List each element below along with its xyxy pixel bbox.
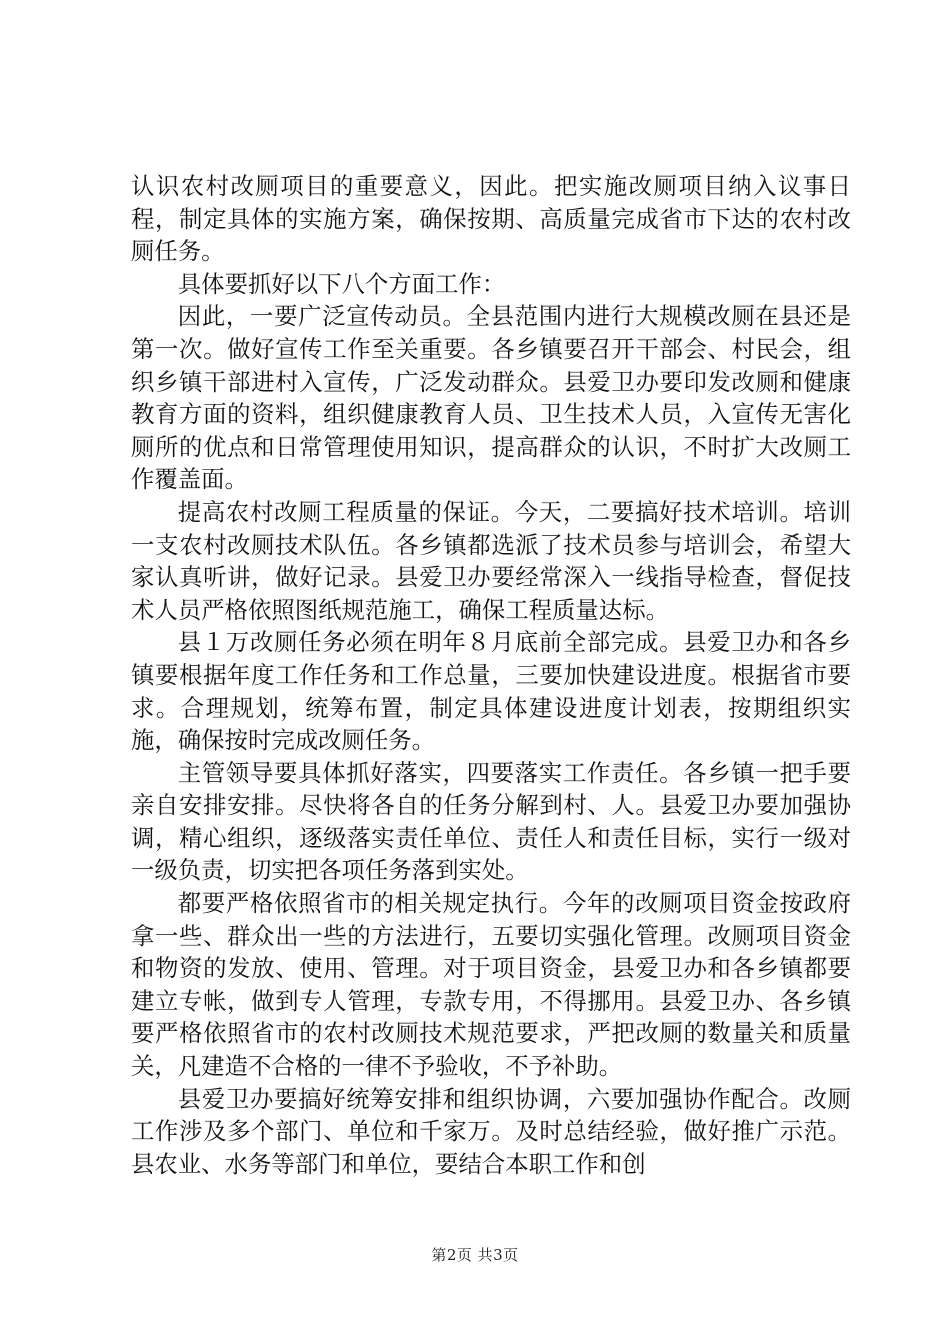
paragraph-5: 县１万改厕任务必须在明年８月底前全部完成。县爱卫办和各乡镇要根据年度工作任务和工作总量，三要加快建设进度。根据省市要求。合理规划，统筹布置，制定具体建设进度计划表，按期组织实施，确保按时完成改厕任务。: [131, 628, 851, 755]
paragraph-1: 认识农村改厕项目的重要意义，因此。把实施改厕项目纳入议事日程，制定具体的实施方案，确保按期、高质量完成省市下达的农村改厕任务。: [131, 172, 851, 266]
page-footer: 第2页 共3页: [431, 1246, 519, 1264]
document-body: [131, 170, 851, 1180]
paragraph-8: 县爱卫办要搞好统筹安排和组织协调，六要加强协作配合。改厕工作涉及多个部门、单位和千家万。及时总结经验，做好推广示范。县农业、水务等部门和单位，要结合本职工作和创: [131, 1084, 851, 1178]
paragraph-6: 主管领导要具体抓好落实，四要落实工作责任。各乡镇一把手要亲自安排安排。尽快将各自的任务分解到村、人。县爱卫办要加强协调，精心组织，逐级落实责任单位、责任人和责任目标，实行一级对一级负责，切实把各项任务落到实处。: [131, 758, 851, 885]
paragraph-4: 提高农村改厕工程质量的保证。今天，二要搞好技术培训。培训一支农村改厕技术队伍。各乡镇都选派了技术员参与培训会，希望大家认真听讲，做好记录。县爱卫办要经常深入一线指导检查，督促技术人员严格依照图纸规范施工，确保工程质量达标。: [131, 497, 851, 624]
paragraph-2: 具体要抓好以下八个方面工作：: [177, 269, 506, 298]
paragraph-3: 因此，一要广泛宣传动员。全县范围内进行大规模改厕在县还是第一次。做好宣传工作至关重要。各乡镇要召开干部会、村民会，组织乡镇干部进村入宣传，广泛发动群众。县爱卫办要印发改厕和健康教育方面的资料，组织健康教育人员、卫生技术人员，入宣传无害化厕所的优点和日常管理使用知识，提高群众的认识，不时扩大改厕工作覆盖面。: [131, 302, 851, 494]
paragraph-7: 都要严格依照省市的相关规定执行。今年的改厕项目资金按政府拿一些、群众出一些的方法进行，五要切实强化管理。改厕项目资金和物资的发放、使用、管理。对于项目资金，县爱卫办和各乡镇都要建立专帐，做到专人管理，专款专用，不得挪用。县爱卫办、各乡镇要严格依照省市的农村改厕技术规范要求，严把改厕的数量关和质量关，凡建造不合格的一律不予验收，不予补助。: [131, 889, 851, 1081]
